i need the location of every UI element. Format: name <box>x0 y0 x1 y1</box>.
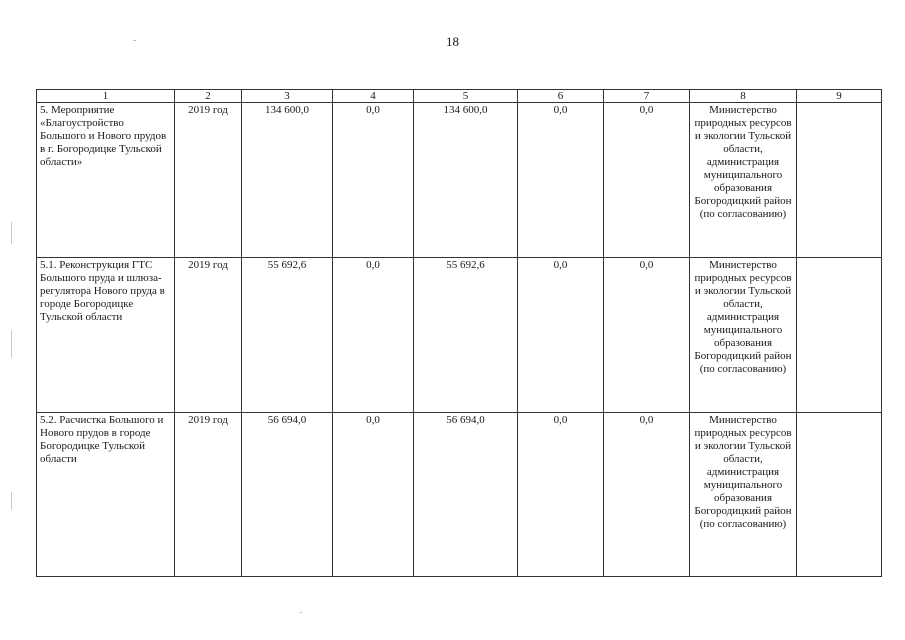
page-number: 18 <box>446 34 459 49</box>
value-cell-5: 56 694,0 <box>414 413 518 577</box>
executor-cell: Министерство природных ресурсов и экологии Тульской области, администрация муниципального образования Богородицкий район (по согласованию) <box>690 258 797 413</box>
value-cell-5: 134 600,0 <box>414 103 518 258</box>
executor-cell: Министерство природных ресурсов и экологии Тульской области, администрация муниципального образования Богородицкий район (по согласованию) <box>690 103 797 258</box>
value-cell-3: 56 694,0 <box>242 413 333 577</box>
value-cell-7: 0,0 <box>604 258 690 413</box>
col-header-1: 1 <box>37 90 175 103</box>
scan-artifact <box>11 222 12 244</box>
value-cell-9 <box>797 103 882 258</box>
header-row <box>37 90 882 103</box>
scan-artifact <box>300 612 302 613</box>
value-cell-9 <box>797 258 882 413</box>
value-cell-5: 55 692,6 <box>414 258 518 413</box>
col-header-5: 5 <box>414 90 518 103</box>
scan-artifact <box>133 40 136 41</box>
value-cell-3: 55 692,6 <box>242 258 333 413</box>
value-cell-3: 134 600,0 <box>242 103 333 258</box>
executor-cell: Министерство природных ресурсов и экологии Тульской области, администрация муниципального образования Богородицкий район (по согласованию) <box>690 413 797 577</box>
value-cell-9 <box>797 413 882 577</box>
col-header-2: 2 <box>175 90 242 103</box>
measure-name: 5.1. Реконструкция ГТС Большого пруда и шлюза-регулятора Нового пруда в городе Богородицке Тульской области <box>37 258 175 413</box>
value-cell-7: 0,0 <box>604 103 690 258</box>
year-cell: 2019 год <box>175 258 242 413</box>
col-header-4: 4 <box>333 90 414 103</box>
table-row <box>37 103 882 258</box>
program-table <box>36 89 882 577</box>
year-cell: 2019 год <box>175 103 242 258</box>
value-cell-4: 0,0 <box>333 413 414 577</box>
table-row <box>37 413 882 577</box>
value-cell-4: 0,0 <box>333 103 414 258</box>
col-header-9: 9 <box>797 90 882 103</box>
scan-artifact <box>11 330 12 358</box>
value-cell-6: 0,0 <box>518 258 604 413</box>
measure-name: 5.2. Расчистка Большого и Нового прудов в городе Богородицке Тульской области <box>37 413 175 577</box>
year-cell: 2019 год <box>175 413 242 577</box>
value-cell-6: 0,0 <box>518 103 604 258</box>
measure-name: 5. Мероприятие «Благоустройство Большого и Нового прудов в г. Богородицке Тульской области» <box>37 103 175 258</box>
scan-artifact <box>11 492 12 510</box>
value-cell-6: 0,0 <box>518 413 604 577</box>
col-header-6: 6 <box>518 90 604 103</box>
col-header-8: 8 <box>690 90 797 103</box>
value-cell-4: 0,0 <box>333 258 414 413</box>
col-header-7: 7 <box>604 90 690 103</box>
value-cell-7: 0,0 <box>604 413 690 577</box>
col-header-3: 3 <box>242 90 333 103</box>
table-row <box>37 258 882 413</box>
